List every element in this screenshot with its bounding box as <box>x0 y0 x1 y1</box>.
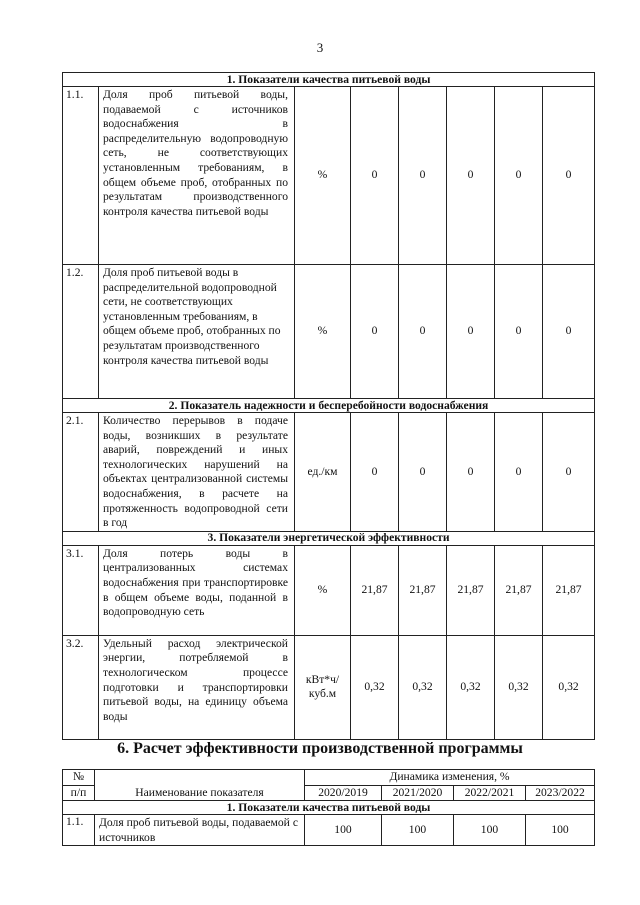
row-number: 3.1. <box>63 545 99 635</box>
page-number: 3 <box>316 40 324 55</box>
value-cell: 0,32 <box>495 635 543 739</box>
value-cell: 0 <box>447 87 495 265</box>
indicator-description: Доля проб питьевой воды в распределительной водопроводной сети, не соответствующих установленным требованиям, в общем объеме проб, отобранных по результатам производственного контроля качества питьевой воды <box>99 265 295 399</box>
header-row <box>63 770 595 786</box>
table-row <box>63 265 595 399</box>
value-cell: 0 <box>495 413 543 532</box>
value-cell: 21,87 <box>447 545 495 635</box>
section-header-row <box>63 399 595 413</box>
value-cell: 0,32 <box>543 635 595 739</box>
section-header-row <box>63 531 595 545</box>
num-header: № <box>63 770 95 786</box>
value-cell: 0,32 <box>447 635 495 739</box>
value-cell: 100 <box>305 815 382 846</box>
dynamics-header: Динамика изменения, % <box>305 770 595 786</box>
row-number: 3.2. <box>63 635 99 739</box>
value-cell: 0 <box>399 87 447 265</box>
table-row <box>63 635 595 739</box>
value-cell: 0 <box>543 265 595 399</box>
indicator-description: Доля проб питьевой воды, подаваемой с источников <box>95 815 305 846</box>
section-title: 3. Показатели энергетической эффективности <box>63 531 595 545</box>
value-cell: 0 <box>495 87 543 265</box>
indicators-table <box>62 72 595 740</box>
indicator-description: Количество перерывов в подаче воды, возникших в результате аварий, повреждений и иных технологических нарушений на объектах централизованной системы водоснабжения, в расчете на протяженность водопроводной сети в год <box>99 413 295 532</box>
indicator-description: Доля потерь воды в централизованных системах водоснабжения при транспортировке в общем объеме воды, поданной в водопроводную сеть <box>99 545 295 635</box>
section-title: 1. Показатели качества питьевой воды <box>63 801 595 815</box>
period-header: 2023/2022 <box>526 785 595 801</box>
value-cell: 0 <box>351 265 399 399</box>
value-cell: 0 <box>543 87 595 265</box>
value-cell: 0,32 <box>399 635 447 739</box>
value-cell: 21,87 <box>399 545 447 635</box>
unit-cell: кВт*ч/ куб.м <box>295 635 351 739</box>
value-cell: 0 <box>447 413 495 532</box>
value-cell: 0 <box>399 265 447 399</box>
row-number: 1.1. <box>63 815 95 846</box>
efficiency-table <box>62 769 595 846</box>
indicator-description: Удельный расход электрической энергии, потребляемой в технологическом процессе подготовки и транспортировки питьевой воды, на единицу объема воды <box>99 635 295 739</box>
value-cell: 21,87 <box>543 545 595 635</box>
period-header: 2021/2020 <box>382 785 454 801</box>
name-header: Наименование показателя <box>95 770 305 801</box>
unit-cell: % <box>295 87 351 265</box>
indicator-description: Доля проб питьевой воды, подаваемой с источников водоснабжения в распределительную водопроводную сеть, не соответствующих установленным требованиям, в общем объеме проб, отобранных по результатам производственного контроля качества питьевой воды <box>99 87 295 265</box>
section-title: 1. Показатели качества питьевой воды <box>63 73 595 87</box>
unit-cell: % <box>295 545 351 635</box>
table-row <box>63 413 595 532</box>
section-title: 2. Показатель надежности и бесперебойности водоснабжения <box>63 399 595 413</box>
unit-cell: ед./км <box>295 413 351 532</box>
value-cell: 0 <box>351 413 399 532</box>
section-header-row <box>63 73 595 87</box>
value-cell: 0 <box>495 265 543 399</box>
value-cell: 0 <box>543 413 595 532</box>
section-heading: 6. Расчет эффективности производственной программы <box>117 740 523 757</box>
row-number: 1.2. <box>63 265 99 399</box>
table-row <box>63 87 595 265</box>
section-header-row <box>63 801 595 815</box>
row-number: 1.1. <box>63 87 99 265</box>
value-cell: 21,87 <box>351 545 399 635</box>
value-cell: 21,87 <box>495 545 543 635</box>
table-row <box>63 815 595 846</box>
value-cell: 100 <box>382 815 454 846</box>
period-header: 2022/2021 <box>454 785 526 801</box>
table-row <box>63 545 595 635</box>
value-cell: 0 <box>351 87 399 265</box>
num-header: п/п <box>63 785 95 801</box>
value-cell: 0,32 <box>351 635 399 739</box>
period-header: 2020/2019 <box>305 785 382 801</box>
value-cell: 100 <box>526 815 595 846</box>
row-number: 2.1. <box>63 413 99 532</box>
unit-cell: % <box>295 265 351 399</box>
value-cell: 0 <box>399 413 447 532</box>
value-cell: 0 <box>447 265 495 399</box>
value-cell: 100 <box>454 815 526 846</box>
